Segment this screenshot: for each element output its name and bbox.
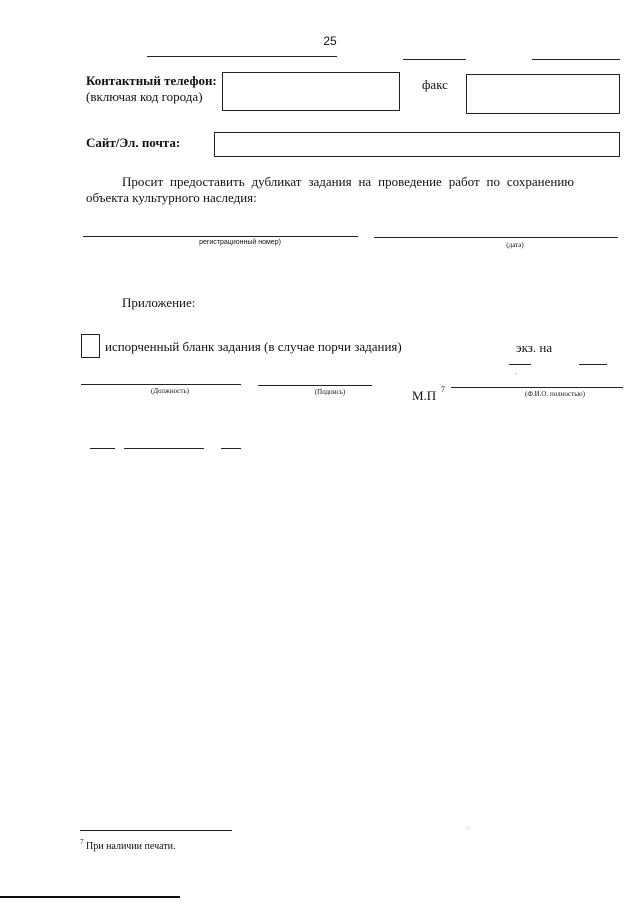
reg-number-caption: регистрационный номер) [199,239,281,246]
request-text [86,174,574,206]
position-caption: (Должность) [151,387,189,395]
signature-line[interactable] [258,385,372,386]
stamp-footnote-ref: 7 [441,385,445,394]
reg-number-line[interactable] [83,236,358,237]
header-line-2 [403,59,466,60]
header-line-1 [147,56,337,57]
speck [468,827,469,828]
fax-label: факс [422,77,448,92]
header-line-3 [532,59,620,60]
date-month-line[interactable] [124,448,204,449]
date-year-line[interactable] [221,448,241,449]
date-line[interactable] [374,237,618,238]
copies-count-line[interactable] [509,364,531,365]
copies-pages-line[interactable] [579,364,607,365]
site-email-field[interactable] [214,132,620,157]
site-email-label: Сайт/Эл. почта: [86,135,181,150]
phone-field[interactable] [222,72,400,111]
fio-line[interactable] [451,387,623,388]
request-line-2: объекта культурного наследия: [86,190,257,205]
contact-phone-label: Контактный телефон: [86,73,217,88]
spoiled-form-checkbox[interactable] [81,334,100,358]
fax-field[interactable] [466,74,620,114]
request-line-1: Просит предоставить дубликат задания на проведение работ по сохранению [122,174,574,189]
stamp-label: М.П [412,388,437,403]
scan-edge [0,896,180,898]
date-caption: (дата) [506,241,524,249]
contact-phone-sublabel: (включая код города) [86,89,203,104]
footnote-text: При наличии печати. [86,841,176,852]
footnote-number: 7 [80,838,84,846]
signature-caption: (Подпись) [314,388,346,396]
footnote-separator [80,830,232,831]
fio-caption: (Ф.И.О. полностью) [525,390,585,398]
page-number: 25 [323,34,337,48]
speck [515,373,516,374]
attachment-heading: Приложение: [122,295,196,310]
attachment-item: испорченный бланк задания (в случае порчи задания) [105,339,402,354]
position-line[interactable] [81,384,241,385]
copies-label: экз. на [516,340,553,355]
date-day-line[interactable] [90,448,115,449]
